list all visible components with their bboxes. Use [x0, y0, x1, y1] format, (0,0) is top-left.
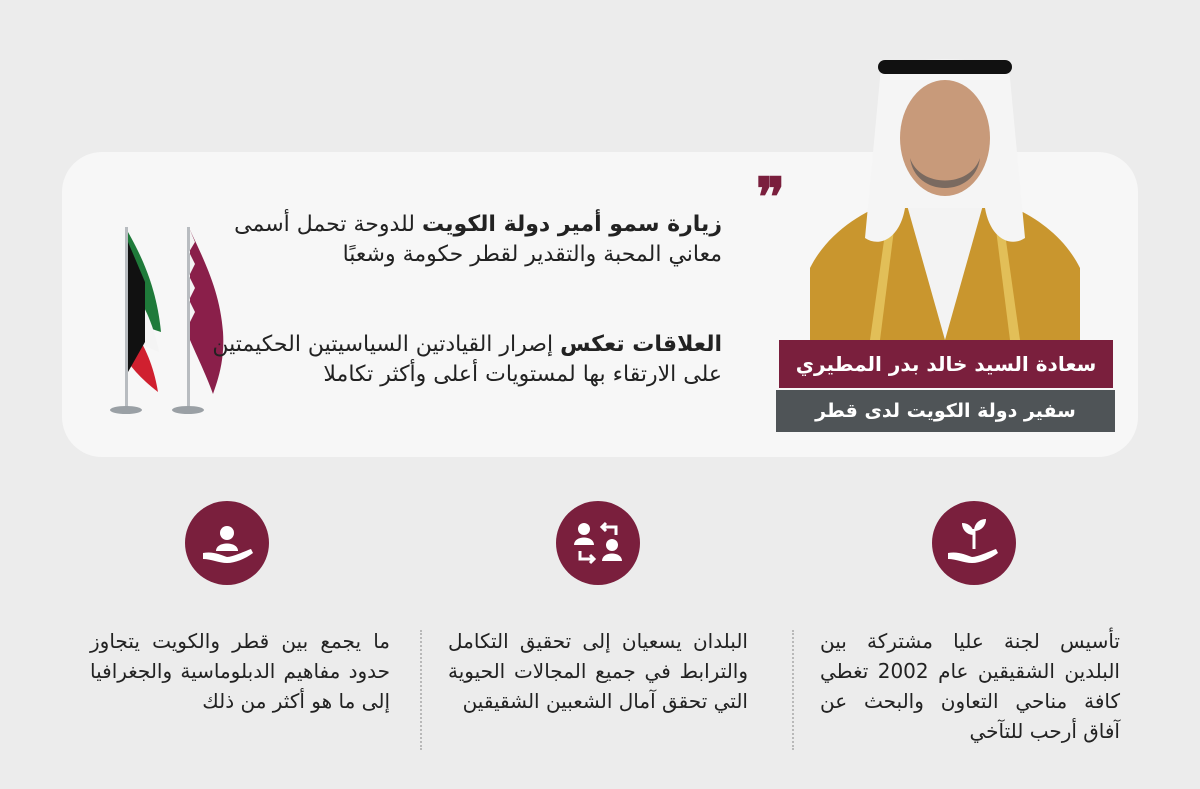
people-exchange-icon: [556, 501, 640, 585]
person-title: سفير دولة الكويت لدى قطر: [776, 390, 1115, 432]
plant-in-hand-icon: [932, 501, 1016, 585]
kuwait-flag: [128, 232, 161, 392]
person-in-hand-icon: [185, 501, 269, 585]
column-divider: [792, 630, 795, 750]
headline-rest: للدوحة تحمل أسمى معاني المحبة والتقدير لقطر حكومة وشعبًا: [234, 212, 722, 267]
relations-text: [202, 330, 722, 390]
quote-icon: ❞: [756, 165, 786, 229]
column-divider: [420, 630, 423, 750]
relations-rest: إصرار القيادتين السياسيتين الحكيمتين على الارتقاء بها لمستويات أعلى وأكثر تكاملا: [212, 332, 722, 387]
headline-bold: زيارة سمو أمير دولة الكويت: [422, 212, 722, 237]
person-name: سعادة السيد خالد بدر المطيري: [779, 340, 1113, 388]
ambassador-portrait: [810, 38, 1080, 340]
point-text-1: تأسيس لجنة عليا مشتركة بين البلدين الشقيقين عام 2002 تغطي كافة مناحي التعاون والبحث عن آفاق أرحب للتآخي: [820, 629, 1120, 743]
headline-text: [202, 210, 722, 270]
point-text-3: ما يجمع بين قطر والكويت يتجاوز حدود مفاهيم الدبلوماسية والجغرافيا إلى ما هو أكثر من ذلك: [90, 629, 390, 713]
relations-bold: العلاقات تعكس: [560, 332, 722, 357]
point-text-2: البلدان يسعيان إلى تحقيق التكامل والترابط في جميع المجالات الحيوية التي تحقق آمال الشعبين الشقيقين: [448, 629, 748, 713]
